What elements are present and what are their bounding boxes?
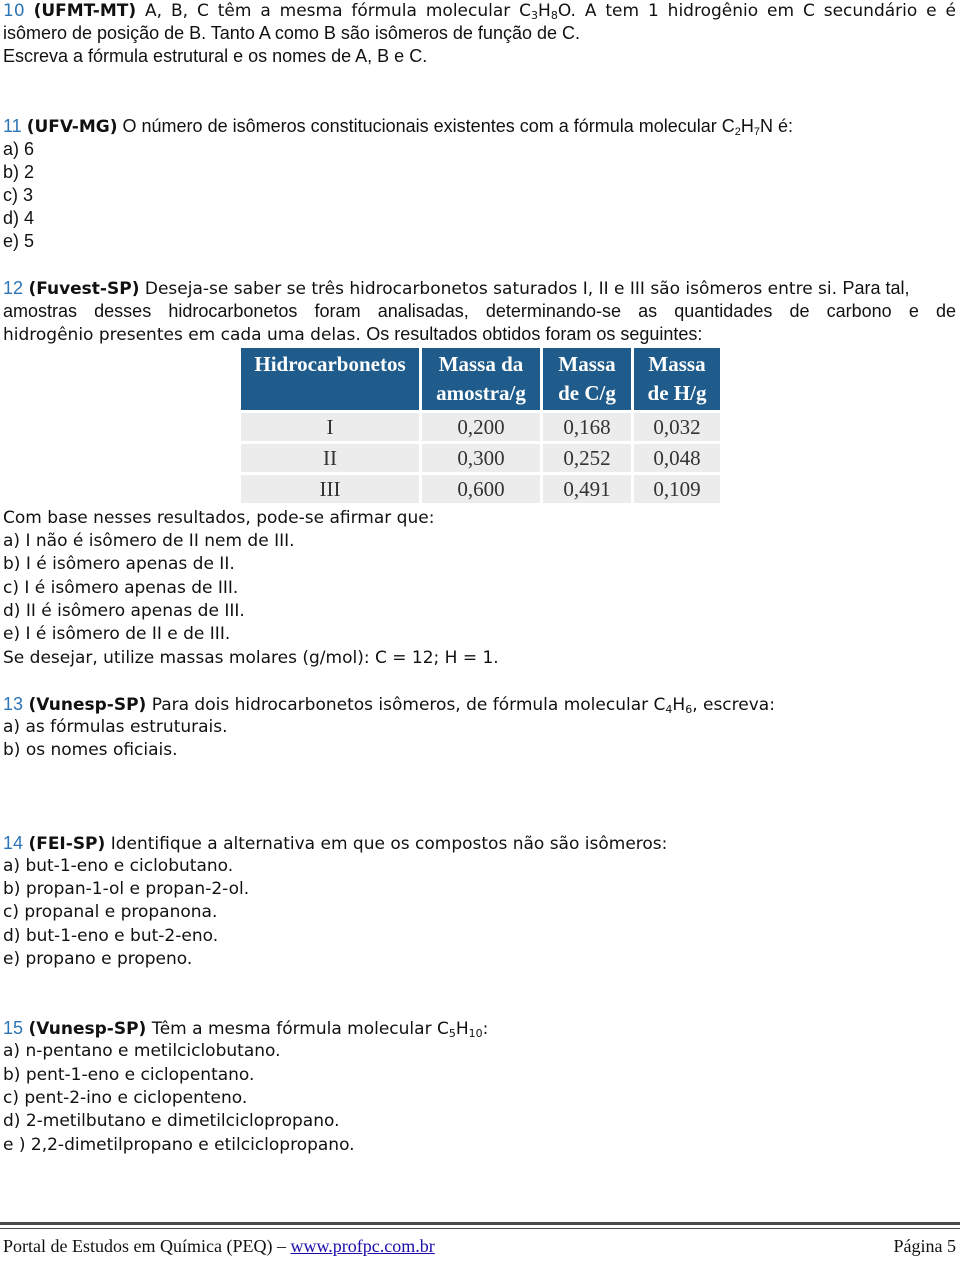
footer-portal-text: Portal de Estudos em Química (PEQ) – — [3, 1236, 286, 1256]
q12-line3 — [3, 323, 702, 346]
q11-sub1: 2 — [734, 126, 741, 138]
q13-sub1: 4 — [665, 703, 673, 716]
hydrocarbon-table — [238, 348, 723, 503]
table-cell: I — [241, 410, 419, 441]
q15-option-b: b) pent-1-eno e ciclopentano. — [3, 1065, 255, 1085]
q13-number: 13 — [3, 694, 24, 714]
table-header-row — [241, 348, 720, 410]
table-cell: 0,200 — [422, 410, 540, 441]
q12-option-d: d) II é isômero apenas de III. — [3, 601, 245, 621]
q11-stem — [3, 115, 793, 138]
q12-source: (Fuvest-SP) — [28, 279, 140, 299]
q10-text-a: A, B, C têm a mesma fórmula molecular C — [145, 1, 532, 21]
header-line: Massa — [648, 352, 706, 376]
q15-text-b: H — [455, 1019, 469, 1039]
q10-line1 — [3, 0, 956, 22]
q15-source: (Vunesp-SP) — [28, 1019, 147, 1039]
table-header-cell — [634, 348, 720, 410]
q14-source: (FEI-SP) — [28, 834, 106, 854]
q14-option-a: a) but-1-eno e ciclobutano. — [3, 856, 234, 876]
q11-option-b: b) 2 — [3, 162, 35, 182]
table-cell: 0,252 — [543, 441, 631, 472]
q10-source: (UFMT-MT) — [33, 1, 137, 21]
table-cell: 0,048 — [634, 441, 720, 472]
q15-text-c: : — [482, 1019, 489, 1039]
q11-text-b: H — [740, 116, 754, 136]
q13-source: (Vunesp-SP) — [28, 695, 147, 715]
q15-sub2: 10 — [468, 1027, 483, 1040]
table-row — [241, 441, 720, 472]
q14-stem — [3, 832, 667, 855]
header-line: Hidrocarbonetos — [254, 352, 406, 376]
q11-text-a: O número de isômeros constitucionais existentes com a fórmula molecular C — [122, 116, 735, 136]
q14-option-e: e) propano e propeno. — [3, 949, 193, 969]
q12-option-e: e) I é isômero de II e de III. — [3, 624, 231, 644]
q11-source: (UFV-MG) — [26, 117, 118, 137]
q10-sub1: 3 — [531, 9, 539, 22]
q13-option-a: a) as fórmulas estruturais. — [3, 717, 228, 737]
table-header-cell — [543, 348, 631, 410]
q14-option-c: c) propanal e propanona. — [3, 902, 218, 922]
table-cell: 0,600 — [422, 472, 540, 503]
q11-text-c: N é: — [760, 116, 794, 136]
q13-text-b: H — [672, 695, 686, 715]
q12-text-b: Para tal, — [842, 278, 910, 298]
q11-option-c: c) 3 — [3, 185, 34, 205]
q14-option-d: d) but-1-eno e but-2-eno. — [3, 926, 219, 946]
q15-option-c: c) pent-2-ino e ciclopenteno. — [3, 1088, 248, 1108]
q10-line2: isômero de posição de B. Tanto A como B são isômeros de função de C. — [3, 23, 581, 43]
q11-option-a: a) 6 — [3, 139, 35, 159]
q12-option-a: a) I não é isômero de II nem de III. — [3, 531, 295, 551]
q12-text-c: hidrogênio presentes em cada uma delas. — [3, 325, 361, 345]
q15-option-e: e ) 2,2-dimetilpropano e etilciclopropano. — [3, 1135, 355, 1155]
table-header-cell — [241, 348, 419, 410]
q12-text-a: Deseja-se saber se três hidrocarbonetos saturados I, II e III são isômeros entre si. — [144, 279, 838, 299]
q15-number: 15 — [3, 1018, 24, 1038]
q13-option-b: b) os nomes oficiais. — [3, 740, 178, 760]
q12-number: 12 — [3, 278, 24, 298]
q12-line1 — [3, 277, 910, 300]
q10-line3: Escreva a fórmula estrutural e os nomes de A, B e C. — [3, 46, 428, 66]
header-line: Massa — [558, 352, 616, 376]
table-cell: 0,032 — [634, 410, 720, 441]
table-cell: 0,300 — [422, 441, 540, 472]
q10-text-c: O. A tem 1 hidrogênio em C secundário e é — [557, 1, 957, 21]
q10-sub2: 8 — [550, 9, 558, 22]
q13-text-c: , escreva: — [692, 695, 775, 715]
table-cell: 0,168 — [543, 410, 631, 441]
table-row — [241, 472, 720, 503]
header-line: de C/g — [558, 381, 616, 405]
footer-page-number: Página 5 — [893, 1236, 956, 1256]
q15-stem — [3, 1017, 488, 1040]
q13-stem — [3, 693, 775, 716]
q15-option-d: d) 2-metilbutano e dimetilciclopropano. — [3, 1111, 340, 1131]
footer-site-link[interactable]: www.profpc.com.br — [290, 1236, 435, 1256]
q12-line2: amostras desses hidrocarbonetos foram analisadas, determinando-se as quantidades de carbono e de — [3, 301, 956, 321]
q12-text-d: Os resultados obtidos foram os seguintes: — [366, 324, 703, 344]
q12-after: Com base nesses resultados, pode-se afirmar que: — [3, 508, 435, 528]
footer-left — [3, 1236, 435, 1257]
table-cell: 0,491 — [543, 472, 631, 503]
footer-rule — [0, 1222, 960, 1225]
q13-text-a: Para dois hidrocarbonetos isômeros, de fórmula molecular C — [151, 695, 666, 715]
q11-option-e: e) 5 — [3, 231, 35, 251]
q11-number: 11 — [3, 116, 22, 136]
table-cell: III — [241, 472, 419, 503]
footer-rule-thin — [0, 1228, 960, 1229]
q15-option-a: a) n-pentano e metilciclobutano. — [3, 1041, 281, 1061]
header-line: de H/g — [647, 381, 707, 405]
table-cell: 0,109 — [634, 472, 720, 503]
q15-text-a: Têm a mesma fórmula molecular C — [151, 1019, 449, 1039]
q10-number: 10 — [3, 1, 25, 21]
q14-number: 14 — [3, 833, 24, 853]
table-header-cell — [422, 348, 540, 410]
table-cell: II — [241, 441, 419, 472]
q12-option-b: b) I é isômero apenas de II. — [3, 554, 235, 574]
q11-option-d: d) 4 — [3, 208, 35, 228]
q13-sub2: 6 — [685, 703, 693, 716]
q12-option-c: c) I é isômero apenas de III. — [3, 578, 239, 598]
table-row — [241, 410, 720, 441]
q12-note: Se desejar, utilize massas molares (g/mol): C = 12; H = 1. — [3, 648, 499, 668]
q11-sub2: 7 — [753, 126, 761, 138]
q14-text: Identifique a alternativa em que os compostos não são isômeros: — [110, 834, 668, 854]
q10-text-b: H — [538, 1, 551, 21]
header-line: Massa da — [438, 352, 524, 376]
q15-sub1: 5 — [448, 1027, 456, 1040]
q14-option-b: b) propan-1-ol e propan-2-ol. — [3, 879, 250, 899]
header-line: amostra/g — [436, 381, 526, 405]
